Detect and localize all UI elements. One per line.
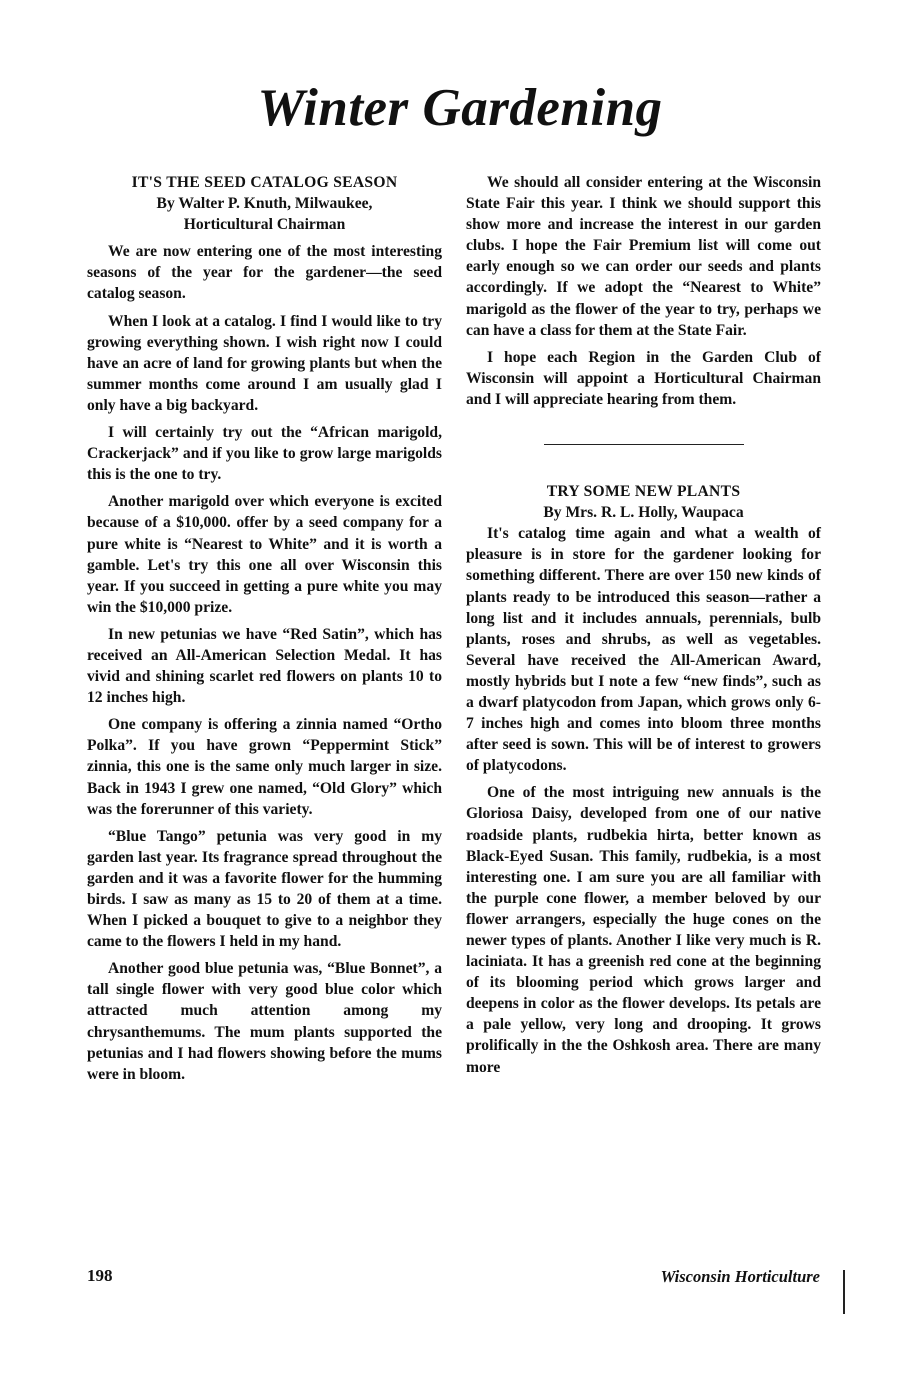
section-divider [544,444,744,445]
article2-paragraph: One of the most intriguing new annuals is the Gloriosa Daisy, developed from one of our native roadside plants, rudbekia hirta, better known as Black-Eyed Susan. This family, rudbekia, is a most interesting one. I am sure you are all familiar with the purple cone flower, a member beloved by our flower arrangers, especially the huge cones on the newer types of plants. Another I like very much is R. laciniata. It has a greenish red cone at the beginning of its blooming period which grows larger and deepens in color as the flower develops. Its petals are a pale yellow, very long and drooping. It grows prolifically in the the Oshkosh area. There are many more [466,784,821,1076]
article1-paragraph: Another good blue petunia was, “Blue Bonnet”, a tall single flower with very good blue color which attracted much attention among my chrysanthemums. The mum plants supported the petunias and I had flowers showing before the mums were in bloom. [87,960,442,1083]
article1-role: Horticultural Chairman [183,216,346,234]
article1-paragraph: I hope each Region in the Garden Club of Wisconsin will appoint a Horticultural Chairman and I will appreciate hearing from them. [466,348,821,408]
article1-paragraph: In new petunias we have “Red Satin”, which has received an All-American Selection Medal. It has vivid and shining scarlet red flowers on plants 10 to 12 inches high. [87,625,442,707]
article1-paragraph: I will certainly try out the “African marigold, Crackerjack” and if you like to grow large marigolds this is the one to try. [87,424,442,484]
article2-paragraph: It's catalog time again and what a wealth of pleasure is in store for the gardener looking for something different. There are over 150 new kinds of plants ready to be introduced this season—rather a long list and it includes annuals, perennials, bulb plants, roses and shrubs, as well as vegetables. Several have received the All-American Award, mostly hybrids but I note a few “new finds”, such as a dwarf platycodon from Japan, which grows only 6-7 inches high and comes into bloom three months after seed is sown. This will be of interest to growers of platycodons. [466,525,821,775]
article2-heading: TRY SOME NEW PLANTS [546,483,741,501]
article1-heading: IT'S THE SEED CATALOG SEASON [131,174,398,191]
article1-byline: By Walter P. Knuth, Milwaukee, [156,195,373,213]
article1-paragraph: One company is offering a zinnia named “Ortho Polka”. If you have grown “Peppermint Stick” zinnia, this one is the same only much larger in size. Back in 1943 I grew one named, “Old Glory” which was the forerunner of this variety. [87,716,442,818]
left-column [87,172,442,1091]
article1-paragraph: Another marigold over which everyone is excited because of a $10,000. offer by a seed company for a pure white is “Nearest to White” and it is worth a gamble. Let's try this one all over Wisconsin this year. If you succeed in getting a pure white you may win the $10,000 prize. [87,493,442,616]
article1-paragraph: We are now entering one of the most interesting seasons of the year for the gardener—the seed catalog season. [87,243,442,303]
article2-byline: By Mrs. R. L. Holly, Waupaca [543,504,744,522]
page-edge-mark [843,1270,845,1314]
article1-paragraph: We should all consider entering at the Wisconsin State Fair this year. I think we should support this show more and increase the interest in our garden clubs. I hope the Fair Premium list will come out early enough so we can order our seeds and plants accordingly. If we adopt the “Nearest to White” marigold as the flower of the year to try, perhaps we can have a class for them at the State Fair. [466,174,821,339]
journal-name: Wisconsin Horticulture [660,1267,820,1286]
article1-paragraph: When I look at a catalog. I find I would like to try growing everything shown. I wish right now I could have an acre of land for growing plants but when the summer months come around I am usually glad I only have a big backyard. [87,312,442,414]
page-title: Winter Gardening [257,79,663,137]
right-column [466,172,821,1084]
article1-paragraph: “Blue Tango” petunia was very good in my garden last year. Its fragrance spread throughout the garden and it was a favorite flower for the humming birds. I saw as many as 15 to 20 of them at a time. When I picked a bouquet to give to a neighbor they came to the flowers I held in my hand. [87,827,442,951]
page-number: 198 [87,1266,113,1285]
